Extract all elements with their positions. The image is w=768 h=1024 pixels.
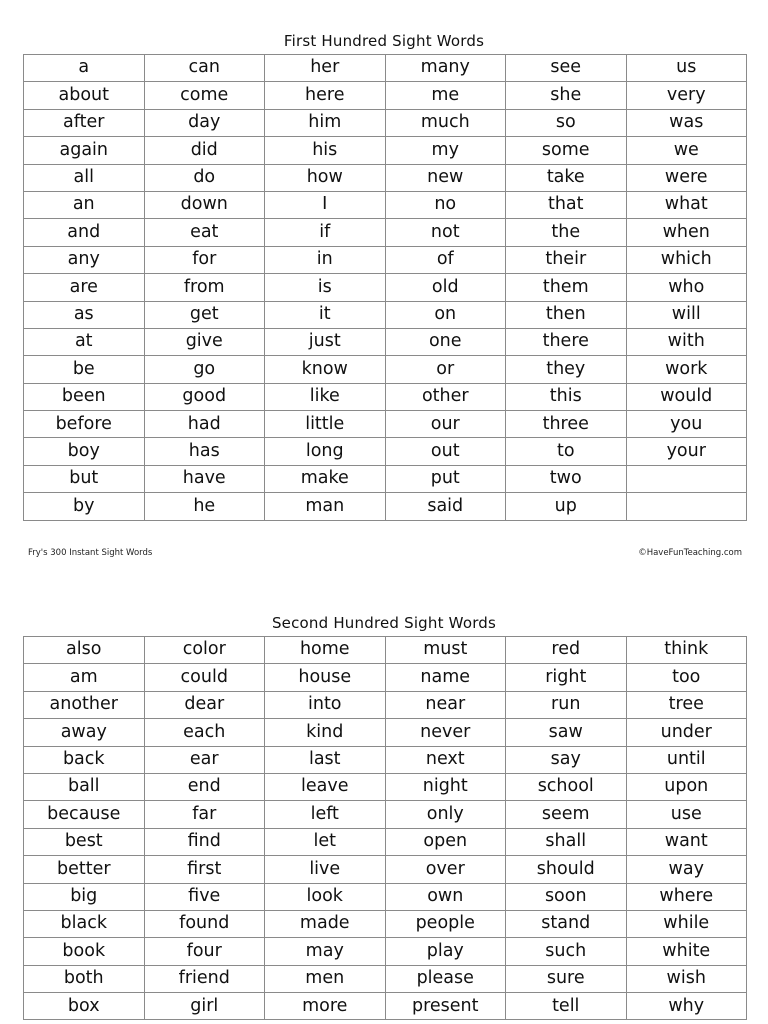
word-cell: better — [24, 856, 145, 883]
word-cell: should — [506, 856, 627, 883]
word-cell: more — [265, 993, 386, 1020]
word-cell: own — [385, 883, 506, 910]
word-cell: a — [24, 55, 145, 82]
word-cell: be — [24, 356, 145, 383]
footer-source: Fry's 300 Instant Sight Words — [28, 548, 153, 558]
word-cell: shall — [506, 828, 627, 855]
word-cell: here — [265, 82, 386, 109]
word-cell: leave — [265, 773, 386, 800]
word-cell: so — [506, 109, 627, 136]
word-cell: red — [506, 637, 627, 664]
second-hundred-table — [23, 636, 747, 1020]
word-cell: find — [144, 828, 265, 855]
word-cell: do — [144, 164, 265, 191]
word-cell: other — [385, 383, 506, 410]
word-cell: what — [626, 191, 747, 218]
word-cell: people — [385, 910, 506, 937]
word-cell: can — [144, 55, 265, 82]
word-cell: about — [24, 82, 145, 109]
table-row — [24, 383, 747, 410]
word-cell: each — [144, 719, 265, 746]
table-row — [24, 137, 747, 164]
word-cell: two — [506, 465, 627, 492]
word-cell: far — [144, 801, 265, 828]
word-cell: new — [385, 164, 506, 191]
word-cell: some — [506, 137, 627, 164]
word-cell: found — [144, 910, 265, 937]
word-cell: both — [24, 965, 145, 992]
word-cell: then — [506, 301, 627, 328]
word-cell: will — [626, 301, 747, 328]
word-cell: would — [626, 383, 747, 410]
word-cell: men — [265, 965, 386, 992]
word-cell: man — [265, 493, 386, 520]
word-cell: tree — [626, 691, 747, 718]
table-row — [24, 109, 747, 136]
first-hundred-title: First Hundred Sight Words — [283, 32, 485, 50]
word-cell: she — [506, 82, 627, 109]
word-cell: box — [24, 993, 145, 1020]
table-row — [24, 637, 747, 664]
word-cell: how — [265, 164, 386, 191]
word-cell: see — [506, 55, 627, 82]
word-cell: play — [385, 938, 506, 965]
word-cell: end — [144, 773, 265, 800]
word-cell: black — [24, 910, 145, 937]
word-cell: way — [626, 856, 747, 883]
word-cell: big — [24, 883, 145, 910]
first-hundred-table — [23, 54, 747, 521]
word-cell: in — [265, 246, 386, 273]
word-cell: been — [24, 383, 145, 410]
word-cell: sure — [506, 965, 627, 992]
word-cell: too — [626, 664, 747, 691]
word-cell: which — [626, 246, 747, 273]
word-cell: present — [385, 993, 506, 1020]
word-cell: over — [385, 856, 506, 883]
word-cell: of — [385, 246, 506, 273]
word-cell: is — [265, 274, 386, 301]
word-cell: ball — [24, 773, 145, 800]
word-cell: who — [626, 274, 747, 301]
table-row — [24, 219, 747, 246]
word-cell: our — [385, 411, 506, 438]
word-cell: just — [265, 328, 386, 355]
table-row — [24, 719, 747, 746]
second-hundred-title: Second Hundred Sight Words — [271, 614, 497, 632]
word-cell: back — [24, 746, 145, 773]
word-cell: think — [626, 637, 747, 664]
word-cell: get — [144, 301, 265, 328]
table-row — [24, 856, 747, 883]
word-cell: to — [506, 438, 627, 465]
word-cell: us — [626, 55, 747, 82]
word-cell: he — [144, 493, 265, 520]
word-cell: home — [265, 637, 386, 664]
word-cell: for — [144, 246, 265, 273]
word-cell: why — [626, 993, 747, 1020]
word-cell: are — [24, 274, 145, 301]
table-row — [24, 801, 747, 828]
word-cell: and — [24, 219, 145, 246]
word-cell: but — [24, 465, 145, 492]
word-cell: three — [506, 411, 627, 438]
footer-copyright: ©HaveFunTeaching.com — [638, 548, 742, 558]
word-cell: him — [265, 109, 386, 136]
word-cell: good — [144, 383, 265, 410]
word-cell: away — [24, 719, 145, 746]
table-row — [24, 438, 747, 465]
word-cell: one — [385, 328, 506, 355]
word-cell: made — [265, 910, 386, 937]
word-cell: run — [506, 691, 627, 718]
word-cell: her — [265, 55, 386, 82]
table-row — [24, 164, 747, 191]
word-cell: when — [626, 219, 747, 246]
word-cell: at — [24, 328, 145, 355]
word-cell: also — [24, 637, 145, 664]
word-cell: while — [626, 910, 747, 937]
word-cell: soon — [506, 883, 627, 910]
word-cell: much — [385, 109, 506, 136]
word-cell: where — [626, 883, 747, 910]
table-row — [24, 746, 747, 773]
word-cell: come — [144, 82, 265, 109]
word-cell: was — [626, 109, 747, 136]
word-cell: friend — [144, 965, 265, 992]
word-cell: open — [385, 828, 506, 855]
table-row — [24, 773, 747, 800]
word-cell: give — [144, 328, 265, 355]
word-cell: I — [265, 191, 386, 218]
table-row — [24, 664, 747, 691]
table-row — [24, 938, 747, 965]
word-cell: ear — [144, 746, 265, 773]
word-cell: first — [144, 856, 265, 883]
table-row — [24, 301, 747, 328]
word-cell: like — [265, 383, 386, 410]
word-cell: look — [265, 883, 386, 910]
word-cell: out — [385, 438, 506, 465]
word-cell: live — [265, 856, 386, 883]
word-cell: may — [265, 938, 386, 965]
word-cell: make — [265, 465, 386, 492]
word-cell: his — [265, 137, 386, 164]
word-cell: say — [506, 746, 627, 773]
word-cell: an — [24, 191, 145, 218]
word-cell — [626, 493, 747, 520]
word-cell: tell — [506, 993, 627, 1020]
word-cell: seem — [506, 801, 627, 828]
word-cell: name — [385, 664, 506, 691]
word-cell: must — [385, 637, 506, 664]
word-cell: or — [385, 356, 506, 383]
word-cell: we — [626, 137, 747, 164]
table-row — [24, 246, 747, 273]
word-cell: from — [144, 274, 265, 301]
word-cell: work — [626, 356, 747, 383]
word-cell: never — [385, 719, 506, 746]
word-cell: saw — [506, 719, 627, 746]
word-cell: if — [265, 219, 386, 246]
word-cell: by — [24, 493, 145, 520]
word-cell: four — [144, 938, 265, 965]
word-cell: please — [385, 965, 506, 992]
word-cell: dear — [144, 691, 265, 718]
word-cell: you — [626, 411, 747, 438]
word-cell: many — [385, 55, 506, 82]
word-cell: were — [626, 164, 747, 191]
word-cell: another — [24, 691, 145, 718]
word-cell: night — [385, 773, 506, 800]
word-cell: until — [626, 746, 747, 773]
table-row — [24, 993, 747, 1020]
word-cell: your — [626, 438, 747, 465]
table-row — [24, 828, 747, 855]
word-cell: house — [265, 664, 386, 691]
word-cell: know — [265, 356, 386, 383]
word-cell: little — [265, 411, 386, 438]
word-cell: it — [265, 301, 386, 328]
word-cell: day — [144, 109, 265, 136]
word-cell: best — [24, 828, 145, 855]
word-cell: take — [506, 164, 627, 191]
word-cell: color — [144, 637, 265, 664]
table-row — [24, 493, 747, 520]
word-cell: next — [385, 746, 506, 773]
word-cell: all — [24, 164, 145, 191]
word-cell: am — [24, 664, 145, 691]
word-cell: not — [385, 219, 506, 246]
word-cell: down — [144, 191, 265, 218]
table-row — [24, 465, 747, 492]
word-cell: no — [385, 191, 506, 218]
word-cell: last — [265, 746, 386, 773]
word-cell: have — [144, 465, 265, 492]
word-cell: old — [385, 274, 506, 301]
word-cell: five — [144, 883, 265, 910]
table-row — [24, 82, 747, 109]
word-cell: as — [24, 301, 145, 328]
word-cell: into — [265, 691, 386, 718]
word-cell: the — [506, 219, 627, 246]
word-cell: let — [265, 828, 386, 855]
word-cell: had — [144, 411, 265, 438]
word-cell: them — [506, 274, 627, 301]
word-cell: eat — [144, 219, 265, 246]
word-cell: on — [385, 301, 506, 328]
word-cell: up — [506, 493, 627, 520]
word-cell: wish — [626, 965, 747, 992]
table-row — [24, 883, 747, 910]
word-cell: near — [385, 691, 506, 718]
table-row — [24, 55, 747, 82]
word-cell: only — [385, 801, 506, 828]
word-cell: stand — [506, 910, 627, 937]
word-cell: very — [626, 82, 747, 109]
word-cell: school — [506, 773, 627, 800]
table-row — [24, 910, 747, 937]
word-cell: such — [506, 938, 627, 965]
table-row — [24, 411, 747, 438]
word-cell: did — [144, 137, 265, 164]
word-cell: there — [506, 328, 627, 355]
word-cell: has — [144, 438, 265, 465]
word-cell: with — [626, 328, 747, 355]
word-cell: could — [144, 664, 265, 691]
table-row — [24, 274, 747, 301]
word-cell: long — [265, 438, 386, 465]
word-cell: kind — [265, 719, 386, 746]
word-cell: under — [626, 719, 747, 746]
word-cell: use — [626, 801, 747, 828]
table-row — [24, 191, 747, 218]
word-cell: book — [24, 938, 145, 965]
table-row — [24, 691, 747, 718]
word-cell: girl — [144, 993, 265, 1020]
word-cell: white — [626, 938, 747, 965]
word-cell: want — [626, 828, 747, 855]
word-cell: before — [24, 411, 145, 438]
word-cell: this — [506, 383, 627, 410]
word-cell: me — [385, 82, 506, 109]
word-cell: that — [506, 191, 627, 218]
word-cell: after — [24, 109, 145, 136]
word-cell: they — [506, 356, 627, 383]
word-cell: boy — [24, 438, 145, 465]
word-cell: said — [385, 493, 506, 520]
word-cell — [626, 465, 747, 492]
word-cell: my — [385, 137, 506, 164]
word-cell: put — [385, 465, 506, 492]
table-row — [24, 965, 747, 992]
word-cell: left — [265, 801, 386, 828]
word-cell: go — [144, 356, 265, 383]
word-cell: because — [24, 801, 145, 828]
word-cell: their — [506, 246, 627, 273]
word-cell: upon — [626, 773, 747, 800]
word-cell: again — [24, 137, 145, 164]
word-cell: any — [24, 246, 145, 273]
table-row — [24, 356, 747, 383]
table-row — [24, 328, 747, 355]
word-cell: right — [506, 664, 627, 691]
